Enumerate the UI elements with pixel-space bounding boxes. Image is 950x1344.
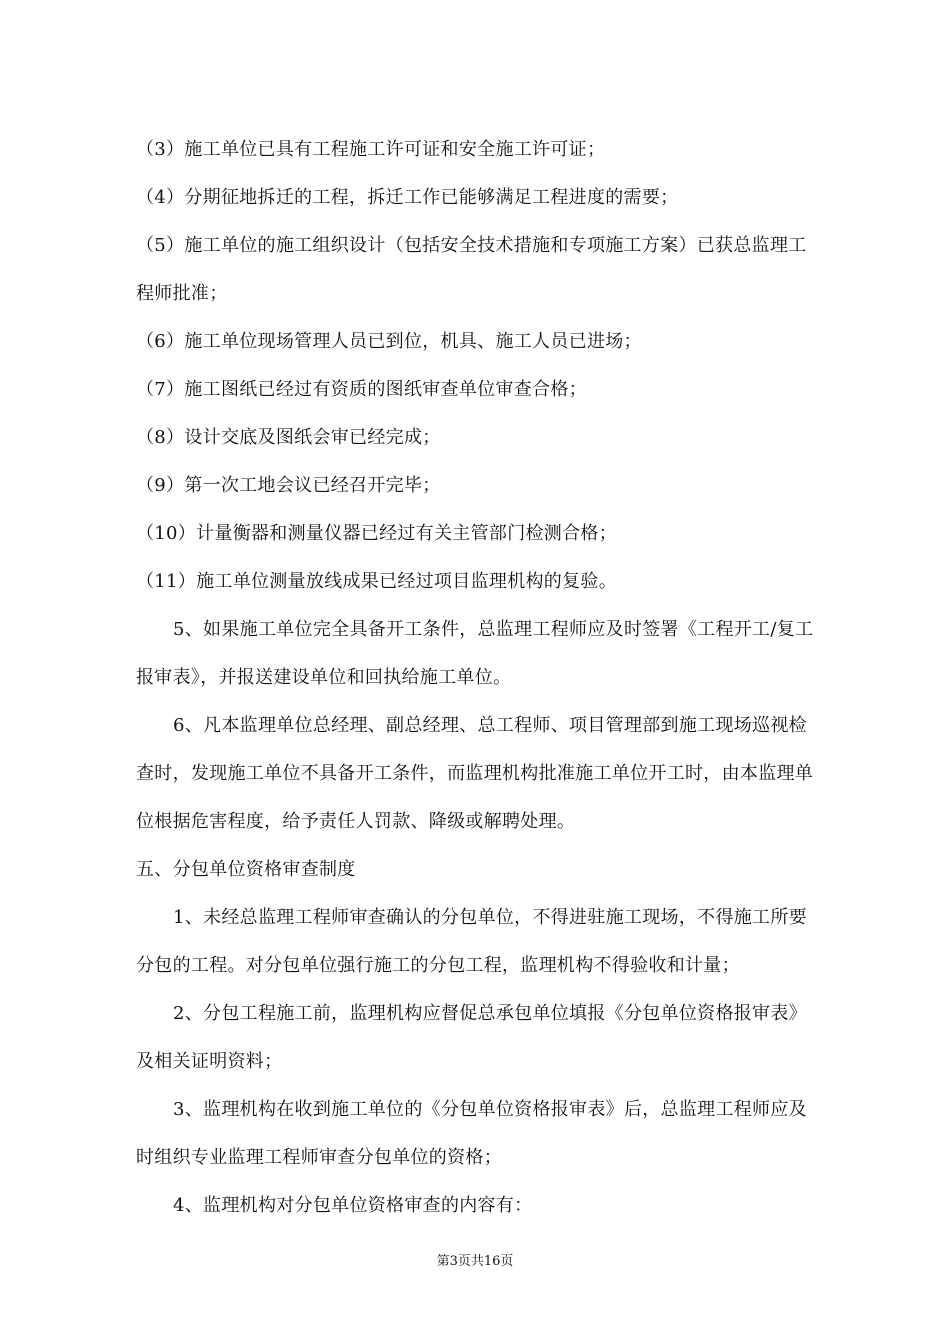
document-body	[136, 126, 848, 1230]
list-item-11: （11）施工单位测量放线成果已经过项目监理机构的复验。	[136, 571, 618, 592]
paragraph-5: 5、如果施工单位完全具备开工条件，总监理工程师应及时签署《工程开工/复工	[173, 619, 814, 640]
page-number: 第3页共16页	[436, 1254, 514, 1269]
list-item-4: （4）分期征地拆迁的工程，拆迁工作已能够满足工程进度的需要；	[136, 187, 679, 208]
list-item-5: （5）施工单位的施工组织设计（包括安全技术措施和专项施工方案）已获总监理工	[136, 235, 807, 256]
section-item-1: 1、未经总监理工程师审查确认的分包单位，不得进驻施工现场，不得施工所要	[173, 907, 807, 928]
section-item-2-continued: 及相关证明资料；	[136, 1051, 283, 1072]
list-item-8: （8）设计交底及图纸会审已经完成；	[136, 427, 441, 448]
list-item-10: （10）计量衡器和测量仪器已经过有关主管部门检测合格；	[136, 523, 618, 544]
paragraph-5-continued: 报审表》，并报送建设单位和回执给施工单位。	[136, 667, 512, 688]
section-item-2: 2、分包工程施工前，监理机构应督促总承包单位填报《分包单位资格报审表》	[173, 1003, 807, 1024]
list-item-5-continued: 程师批准；	[136, 283, 228, 304]
list-item-9: （9）第一次工地会议已经召开完毕；	[136, 475, 441, 496]
paragraph-6: 6、凡本监理单位总经理、副总经理、总工程师、项目管理部到施工现场巡视检	[173, 715, 807, 736]
section-item-3-continued: 时组织专业监理工程师审查分包单位的资格；	[136, 1147, 502, 1168]
paragraph-6-continued-2: 位根据危害程度，给予责任人罚款、降级或解聘处理。	[136, 811, 576, 832]
list-item-3: （3）施工单位已具有工程施工许可证和安全施工许可证；	[136, 139, 606, 160]
section-item-1-continued: 分包的工程。对分包单位强行施工的分包工程，监理机构不得验收和计量；	[136, 955, 740, 976]
section-heading: 五、分包单位资格审查制度	[136, 859, 356, 880]
section-item-3: 3、监理机构在收到施工单位的《分包单位资格报审表》后，总监理工程师应及	[173, 1099, 807, 1120]
list-item-7: （7）施工图纸已经过有资质的图纸审查单位审查合格；	[136, 379, 587, 400]
paragraph-6-continued-1: 查时，发现施工单位不具备开工条件，而监理机构批准施工单位开工时，由本监理单	[136, 763, 814, 784]
section-item-4: 4、监理机构对分包单位资格审查的内容有：	[173, 1195, 533, 1216]
list-item-6: （6）施工单位现场管理人员已到位，机具、施工人员已进场；	[136, 331, 642, 352]
